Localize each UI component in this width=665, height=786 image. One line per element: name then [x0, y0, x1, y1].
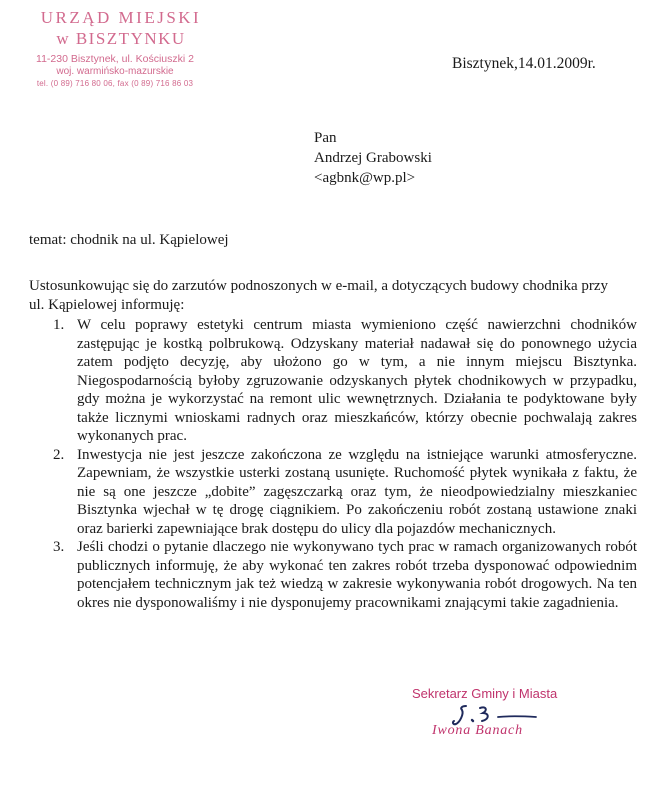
list-item: [29, 538, 637, 612]
letterhead-title: URZĄD MIEJSKI: [40, 8, 202, 27]
letterhead-region: woj. warmińsko-mazurskie: [56, 66, 174, 77]
list-item: [29, 316, 637, 446]
list-item-number: 2.: [53, 446, 65, 463]
list-item-text: Inwestycja nie jest jeszcze zakończona ze względu na istniejące warunki atmosferyczne. Zapewniam, że wszystkie usterki zostaną usunięte. Ruchomość płytek wynikała z faktu, że nie są one jeszcze „dobite” zagęszczarką oraz tym, że nieodpowiedzialny mieszkaniec Bisztynka wjechał w tę drogę ciągnikiem. Po zakończeniu robót zostaną ustawione znaki oraz barierki zapewniające brak dostępu do ulicy dla pojazdów mechanicznych.: [77, 446, 637, 537]
list-item-text: Jeśli chodzi o pytanie dlaczego nie wykonywano tych prac w ramach organizowanych robót publicznych informuję, że aby wykonać ten zakres robót trzeba dysponować odpowiednim potencjałem technicznym jak też wiedzą w zakresie wykonywania robót drogowych. Na ten okres nie dysponowaliśmy i nie dysponujemy pracownikami znającymi takie zagadnienia.: [77, 539, 637, 611]
list-item: [29, 446, 637, 539]
list-item-number: 3.: [53, 539, 65, 555]
recipient-name: Andrzej Grabowski: [314, 150, 432, 166]
recipient-salutation: Pan: [314, 130, 337, 146]
recipient-email: <agbnk@wp.pl>: [314, 170, 416, 186]
signature-title: Sekretarz Gminy i Miasta: [412, 686, 558, 701]
letter-intro: Ustosunkowując się do zarzutów podnoszonych w e-mail, a dotyczących budowy chodnika przy ul. Kąpielowej informuję:: [29, 278, 609, 313]
place-date: Bisztynek,14.01.2009r.: [452, 55, 596, 72]
letter-subject: temat: chodnik na ul. Kąpielowej: [29, 232, 229, 248]
list-item-number: 1.: [53, 317, 65, 333]
list-item-text: W celu poprawy estetyki centrum miasta wymieniono część nawierzchni chodników zastępując je kostką polbrukową. Odzyskany materiał nadawał się do ponownego użycia zatem podjęto decyzję, aby ułożono go w tym, a nie innym miejscu Bisztynka. Niegospodarnością byłoby zgruzowanie odzyskanych płytek chodnikowych w przypadku, gdy można je wykorzystać na remont ulic wewnętrznych. Działania te podyktowane były także licznymi wnioskami radnych oraz mieszkańców, którzy obecnie pochwalają zakres wykonanych prac.: [77, 317, 637, 444]
numbered-points: [29, 316, 637, 612]
recipient-block: [314, 128, 432, 188]
letterhead-subtitle: w BISZTYNKU: [56, 29, 186, 48]
letterhead-phone: tel. (0 89) 716 80 06, fax (0 89) 716 86 03: [36, 79, 194, 88]
signature-name: Iwona Banach: [432, 723, 523, 738]
letterhead-address: 11-230 Bisztynek, ul. Kościuszki 2: [36, 53, 194, 65]
